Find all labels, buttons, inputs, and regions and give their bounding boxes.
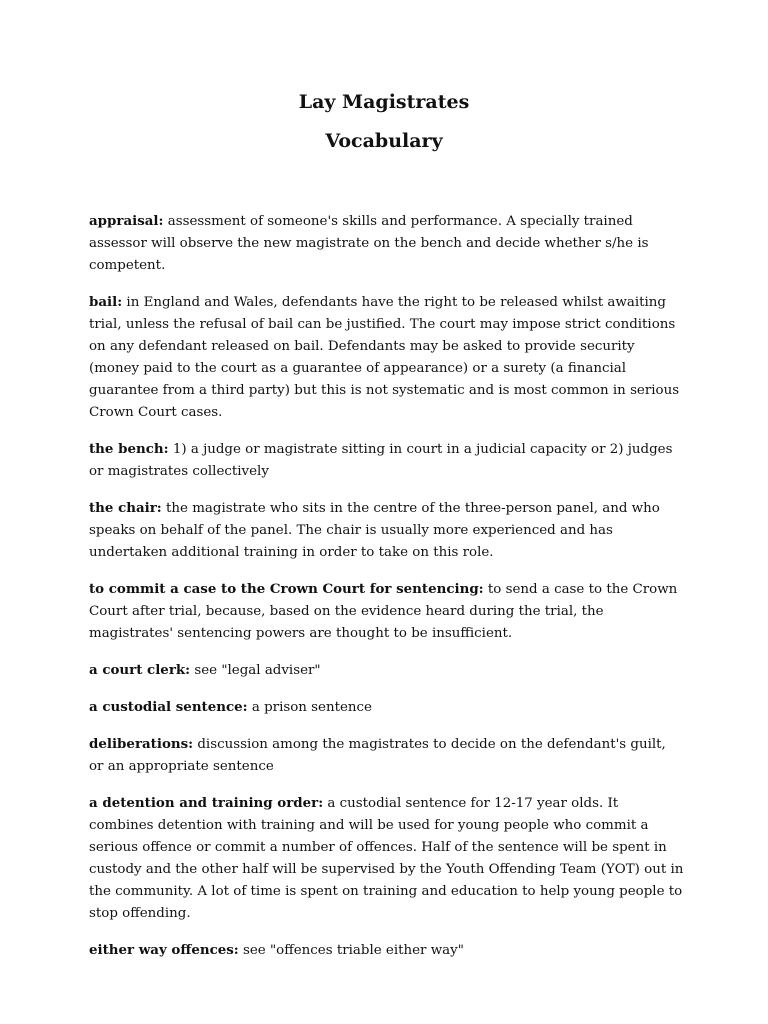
vocabulary-term: bail:: [89, 294, 123, 310]
vocabulary-list: [89, 210, 684, 976]
vocabulary-entry: [89, 696, 684, 719]
vocabulary-entry: [89, 497, 684, 564]
vocabulary-entry: [89, 792, 684, 925]
vocabulary-entry: [89, 578, 684, 645]
vocabulary-entry: [89, 939, 684, 962]
page-title: Lay Magistrates: [298, 91, 470, 113]
vocabulary-definition: discussion among the magistrates to decide on the defendant's guilt, or an appropriate sentence: [89, 737, 666, 774]
vocabulary-entry: [89, 291, 684, 424]
vocabulary-term: to commit a case to the Crown Court for sentencing:: [89, 581, 484, 597]
vocabulary-term: appraisal:: [89, 213, 164, 229]
vocabulary-term: the chair:: [89, 500, 162, 516]
vocabulary-definition: to send a case to the Crown Court after trial, because, based on the evidence heard during the trial, the magistrates' sentencing powers are thought to be insufficient.: [89, 582, 678, 641]
vocabulary-definition: in England and Wales, defendants have the right to be released whilst awaiting trial, unless the refusal of bail can be justified. The court may impose strict conditions on any defendant released on bail. Defendants may be asked to provide security (money paid to the court as a guarantee of appearance) or a surety (a financial guarantee from a third party) but this is not systematic and is most common in serious Crown Court cases.: [89, 295, 680, 420]
vocabulary-entry: [89, 733, 684, 778]
vocabulary-definition: see "legal adviser": [194, 663, 321, 678]
vocabulary-definition: a prison sentence: [251, 700, 372, 715]
vocabulary-term: a detention and training order:: [89, 795, 324, 811]
vocabulary-definition: assessment of someone's skills and performance. A specially trained assessor will observe the new magistrate on the bench and decide whether s/he is competent.: [89, 214, 649, 273]
vocabulary-definition: see "offences triable either way": [243, 943, 464, 958]
page-subtitle: Vocabulary: [325, 130, 443, 152]
vocabulary-term: the bench:: [89, 441, 169, 457]
vocabulary-term: a court clerk:: [89, 662, 191, 678]
title-block: [0, 88, 768, 155]
vocabulary-entry: [89, 659, 684, 682]
vocabulary-entry: [89, 438, 684, 483]
vocabulary-definition: the magistrate who sits in the centre of the three-person panel, and who speaks on behalf of the panel. The chair is usually more experienced and has undertaken additional training in order to take on this role.: [89, 501, 660, 560]
vocabulary-term: a custodial sentence:: [89, 699, 248, 715]
vocabulary-term: deliberations:: [89, 736, 194, 752]
vocabulary-term: either way offences:: [89, 942, 239, 958]
vocabulary-definition: a custodial sentence for 12-17 year olds. It combines detention with training and will be used for young people who commit a serious offence or commit a number of offences. Half of the sentence will be spent in custody and the other half will be supervised by the Youth Offending Team (YOT) out in the community. A lot of time is spent on training and education to help young people to stop offending.: [89, 796, 684, 921]
vocabulary-entry: [89, 210, 684, 277]
vocabulary-definition: 1) a judge or magistrate sitting in court in a judicial capacity or 2) judges or magistrates collectively: [89, 442, 673, 479]
